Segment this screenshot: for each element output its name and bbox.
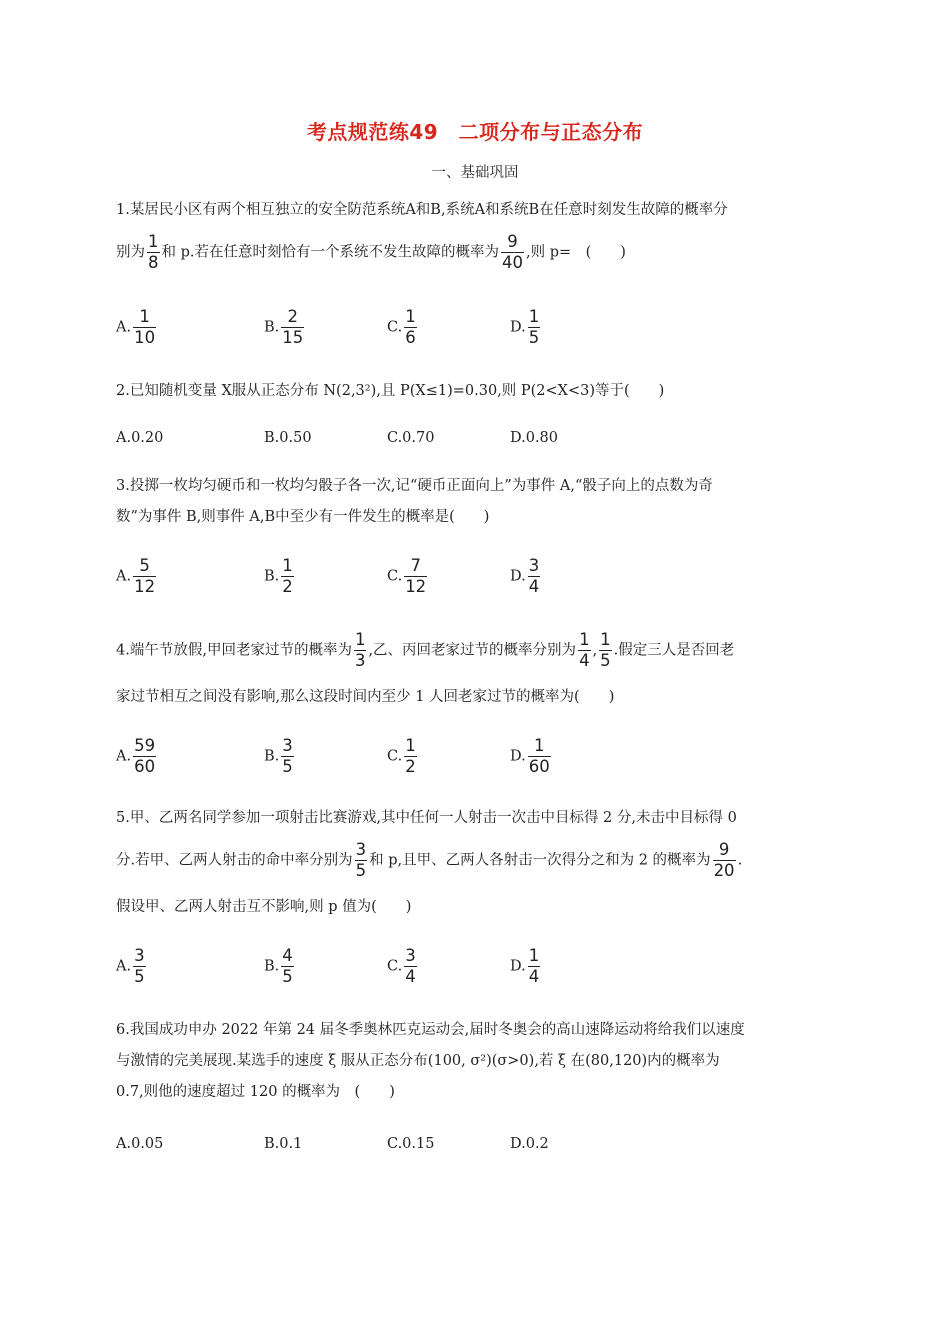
q1-text-pre: 别为: [116, 244, 145, 261]
q6-text-line2: 与激情的完美展现.某选手的速度 ξ 服从正态分布(100, σ²)(σ>0),若 ξ 在(80,120)内的概率为: [116, 1053, 720, 1069]
q2-option-b[interactable]: B.0.50: [264, 430, 312, 446]
q1-text-post: ,则 p= ( ): [526, 244, 626, 261]
q4-fraction-2: $\frac{1}{4}$: [579, 630, 590, 670]
q4-option-c[interactable]: C. $\frac{1}{2}$: [387, 736, 416, 776]
q1-text-mid: 和 p.若在任意时刻恰有一个系统不发生故障的概率为: [161, 244, 499, 261]
q4-fraction-1: $\frac{1}{3}$: [354, 630, 366, 670]
q4-text-line1: 4.端午节放假,甲回老家过节的概率为 $\frac{1}{3}$ ,乙、丙回老家过节的概率分别为 $\frac{1}{4}$ , $\frac{1}{5}$ .假定三人是否回老: [116, 630, 735, 670]
q6-text-line3: 0.7,则他的速度超过 120 的概率为 ( ): [116, 1084, 395, 1100]
q3-text-line1: 3.投掷一枚均匀硬币和一枚均匀骰子各一次,记“硬币正面向上”为事件 A,“骰子向上的点数为奇: [116, 478, 713, 494]
q2-option-c[interactable]: C.0.70: [387, 430, 435, 446]
q6-option-b[interactable]: B.0.1: [264, 1136, 303, 1152]
q3-option-d[interactable]: D. $\frac{3}{4}$: [510, 556, 540, 596]
q5-option-d[interactable]: D. $\frac{1}{4}$: [510, 946, 540, 986]
q4-option-d[interactable]: D. $\frac{1}{60}$: [510, 736, 550, 776]
q4-option-b[interactable]: B. $\frac{3}{5}$: [264, 736, 293, 776]
q5-fraction-2: $\frac{9}{20}$: [713, 840, 735, 880]
q3-option-c[interactable]: C. $\frac{7}{12}$: [387, 556, 427, 596]
q3-option-a[interactable]: A. $\frac{5}{12}$: [116, 556, 156, 596]
q3-option-b[interactable]: B. $\frac{1}{2}$: [264, 556, 293, 596]
q5-fraction-1: $\frac{3}{5}$: [355, 840, 367, 880]
q2-option-d[interactable]: D.0.80: [510, 430, 559, 446]
q1-option-d[interactable]: D. $\frac{1}{5}$: [510, 307, 540, 347]
q5-option-c[interactable]: C. $\frac{3}{4}$: [387, 946, 416, 986]
q6-option-a[interactable]: A.0.05: [116, 1136, 164, 1152]
q5-option-a[interactable]: A. $\frac{3}{5}$: [116, 946, 145, 986]
q2-text-line1: 2.已知随机变量 X服从正态分布 N(2,3²),且 P(X≤1)=0.30,则 P(2<X<3)等于( ): [116, 383, 665, 399]
q6-text-line1: 6.我国成功申办 2022 年第 24 届冬季奥林匹克运动会,届时冬奥会的高山速降运动将给我们以速度: [116, 1022, 745, 1038]
q4-fraction-3: $\frac{1}{5}$: [600, 630, 611, 670]
q1-option-c[interactable]: C. $\frac{1}{6}$: [387, 307, 416, 347]
q4-text-line2: 家过节相互之间没有影响,那么这段时间内至少 1 人回老家过节的概率为( ): [116, 689, 615, 705]
q1-text-line2: [116, 232, 626, 273]
q1-text-line1: 1.某居民小区有两个相互独立的安全防范系统A和B,系统A和系统B在任意时刻发生故障的概率分: [116, 202, 728, 218]
section-heading: 一、基础巩固: [431, 165, 519, 181]
q1-fraction-1: $\frac{1}{8}$: [148, 232, 159, 272]
q1-option-a[interactable]: A. $\frac{1}{10}$: [116, 307, 156, 347]
q6-option-c[interactable]: C.0.15: [387, 1136, 435, 1152]
q5-text-line1: 5.甲、乙两名同学参加一项射击比赛游戏,其中任何一人射击一次击中目标得 2 分,未击中目标得 0: [116, 810, 737, 826]
q5-option-b[interactable]: B. $\frac{4}{5}$: [264, 946, 293, 986]
q5-text-line2: 分.若甲、乙两人射击的命中率分别为 $\frac{3}{5}$ 和 p,且甲、乙两人各射击一次得分之和为 2 的概率为 $\frac{9}{20}$ .: [116, 840, 743, 880]
page-title: 考点规范练49 二项分布与正态分布: [306, 120, 644, 144]
q6-option-d[interactable]: D.0.2: [510, 1136, 549, 1152]
q1-fraction-2: $\frac{9}{40}$: [502, 232, 523, 272]
q2-option-a[interactable]: A.0.20: [116, 430, 164, 446]
q3-text-line2: 数”为事件 B,则事件 A,B中至少有一件发生的概率是( ): [116, 509, 490, 525]
q4-option-a[interactable]: A. $\frac{59}{60}$: [116, 736, 156, 776]
q1-option-b[interactable]: B. $\frac{2}{15}$: [264, 307, 304, 347]
q5-text-line3: 假设甲、乙两人射击互不影响,则 p 值为( ): [116, 899, 412, 915]
